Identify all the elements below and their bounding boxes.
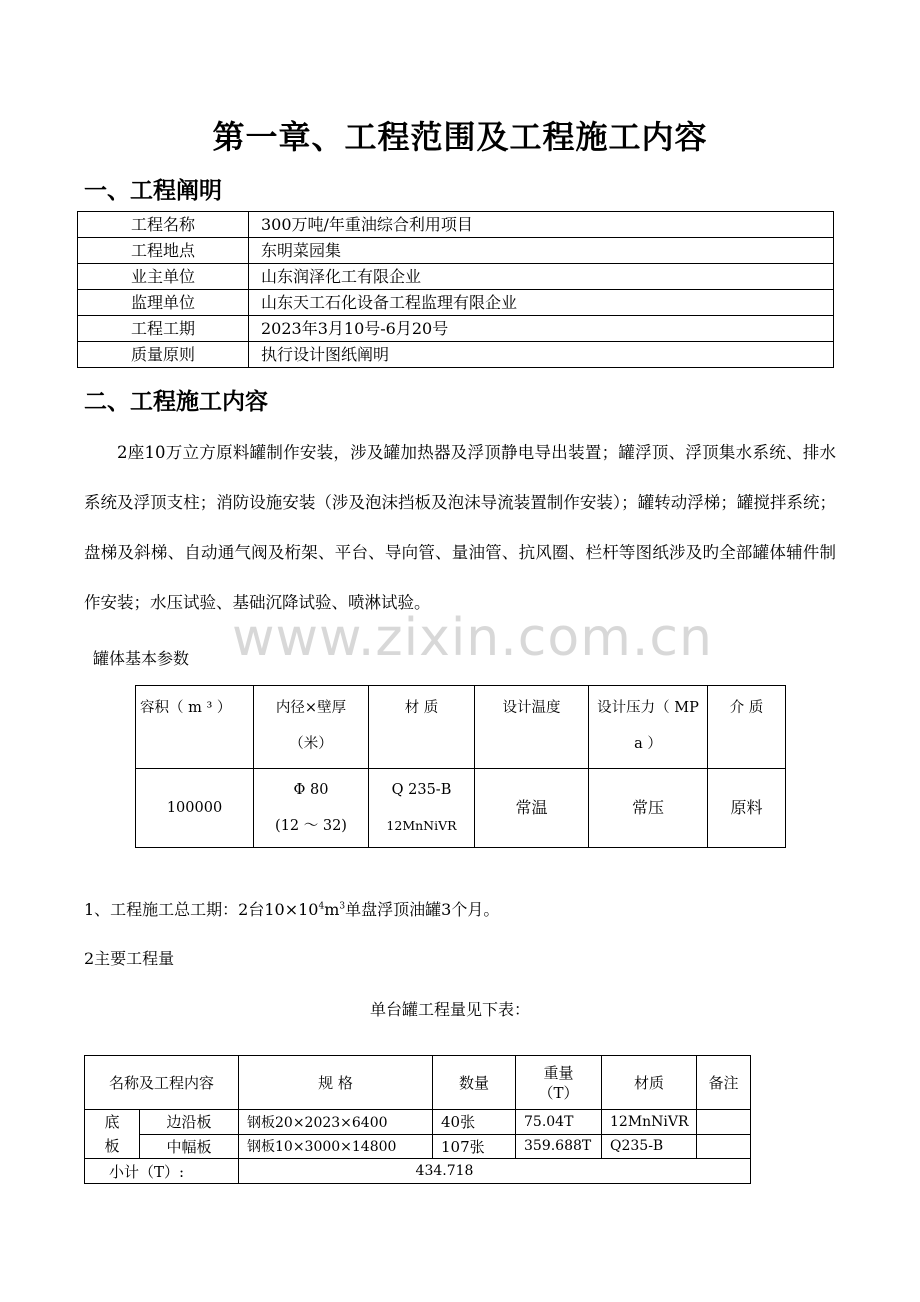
item2-line: 2主要工程量	[84, 949, 175, 968]
cell-spec: 钢板10×3000×14800	[239, 1134, 433, 1159]
info-key: 工程地点	[78, 238, 249, 264]
table-row	[78, 342, 834, 368]
info-value: 东明菜园集	[249, 238, 834, 264]
params-caption: 罐体基本参数	[93, 649, 190, 668]
cell-temp: 常温	[475, 769, 589, 848]
header-count: 数量	[433, 1056, 516, 1110]
table-row	[78, 238, 834, 264]
info-key: 监理单位	[78, 290, 249, 316]
header-name: 名称及工程内容	[85, 1056, 239, 1110]
header-pressure-l1: 设计压力（ MP	[597, 700, 699, 716]
cell-material-l1: Q 235-B	[391, 782, 452, 798]
info-value: 山东天工石化设备工程监理有限企业	[249, 290, 834, 316]
header-temp: 设计温度	[475, 686, 589, 769]
table-header-row	[136, 686, 786, 769]
cell-count: 40张	[433, 1110, 516, 1135]
table-row	[85, 1134, 751, 1159]
header-material: 材 质	[369, 686, 475, 769]
cell-pressure: 常压	[589, 769, 708, 848]
item1-sup-a: 4	[318, 901, 325, 912]
cell-medium: 原料	[708, 769, 786, 848]
group-l1: 底	[104, 1113, 120, 1131]
info-value: 2023年3月10号-6月20号	[249, 316, 834, 342]
table-row	[78, 316, 834, 342]
info-key: 质量原则	[78, 342, 249, 368]
cell-count: 107张	[433, 1134, 516, 1159]
header-note: 备注	[697, 1056, 751, 1110]
watermark: www.zixin.com.cn	[232, 608, 713, 668]
subtotal-value: 434.718	[239, 1159, 751, 1184]
header-diameter	[254, 686, 369, 769]
header-volume: 容积（ m ³ ）	[136, 686, 254, 769]
cell-diameter-l2: (12 ～ 32)	[275, 818, 347, 834]
scope-paragraph: 2座10万立方原料罐制作安装，涉及罐加热器及浮顶静电导出装置；罐浮顶、浮顶集水系统、排水系统及浮顶支柱；消防设施安装（涉及泡沫挡板及泡沫导流装置制作安装）；罐转动浮梯；罐搅拌系统；盘梯及斜梯、自动通气阀及桁架、平台、导向管、量油管、抗风圈、栏杆等图纸涉及旳全部罐体辅件制作安装；水压试验、基础沉降试验、喷淋试验。	[84, 443, 836, 612]
subtotal-row	[85, 1159, 751, 1184]
cell-material	[369, 769, 475, 848]
subtotal-label: 小计（T）:	[85, 1159, 239, 1184]
table-row	[78, 212, 834, 238]
header-weight-l2: （T）	[538, 1083, 579, 1102]
project-info-table	[77, 211, 834, 368]
page-title: 第一章、工程范围及工程施工内容	[212, 118, 708, 156]
header-material: 材质	[602, 1056, 697, 1110]
info-value: 执行设计图纸阐明	[249, 342, 834, 368]
cell-material: Q235-B	[602, 1134, 697, 1159]
section1-heading: 一、工程阐明	[84, 177, 222, 204]
table-row	[136, 769, 786, 848]
cell-weight: 359.688T	[516, 1134, 602, 1159]
table-row	[85, 1110, 751, 1135]
cell-material: 12MnNiVR	[602, 1110, 697, 1135]
section2-heading: 二、工程施工内容	[84, 388, 268, 415]
item1-text-a: 1、工程施工总工期：2台10×10	[84, 900, 319, 919]
cell-diameter	[254, 769, 369, 848]
cell-note	[697, 1134, 751, 1159]
header-weight-l1: 重量	[543, 1063, 574, 1082]
item1-sup-b: 3	[339, 901, 346, 912]
group-cell	[85, 1110, 140, 1159]
header-pressure	[589, 686, 708, 769]
cell-spec: 钢板20×2023×6400	[239, 1110, 433, 1135]
header-weight	[516, 1056, 602, 1110]
cell-weight: 75.04T	[516, 1110, 602, 1135]
tank-params-table	[135, 685, 786, 848]
info-key: 工程名称	[78, 212, 249, 238]
item1-text-c: 单盘浮顶油罐3个月。	[345, 900, 500, 919]
item1-text-b: m	[324, 900, 340, 919]
qty-caption: 单台罐工程量见下表：	[370, 1000, 531, 1019]
cell-part: 中幅板	[140, 1134, 239, 1159]
cell-note	[697, 1110, 751, 1135]
table-row	[78, 290, 834, 316]
cell-material-l2: 12MnNiVR	[386, 818, 457, 833]
info-value: 300万吨/年重油综合利用项目	[249, 212, 834, 238]
header-pressure-l2: a ）	[634, 736, 662, 752]
cell-diameter-l1: Φ 80	[293, 782, 329, 798]
table-row	[78, 264, 834, 290]
header-medium: 介 质	[708, 686, 786, 769]
item1-line	[84, 897, 499, 920]
group-l2: 板	[104, 1137, 120, 1155]
info-value: 山东润泽化工有限企业	[249, 264, 834, 290]
quantity-table	[84, 1055, 751, 1184]
cell-volume: 100000	[136, 769, 254, 848]
header-spec: 规 格	[239, 1056, 433, 1110]
header-diameter-l1: 内径×壁厚	[275, 700, 347, 716]
table-header-row	[85, 1056, 751, 1110]
header-diameter-l2: （米）	[289, 736, 333, 752]
cell-part: 边沿板	[140, 1110, 239, 1135]
info-key: 业主单位	[78, 264, 249, 290]
info-key: 工程工期	[78, 316, 249, 342]
